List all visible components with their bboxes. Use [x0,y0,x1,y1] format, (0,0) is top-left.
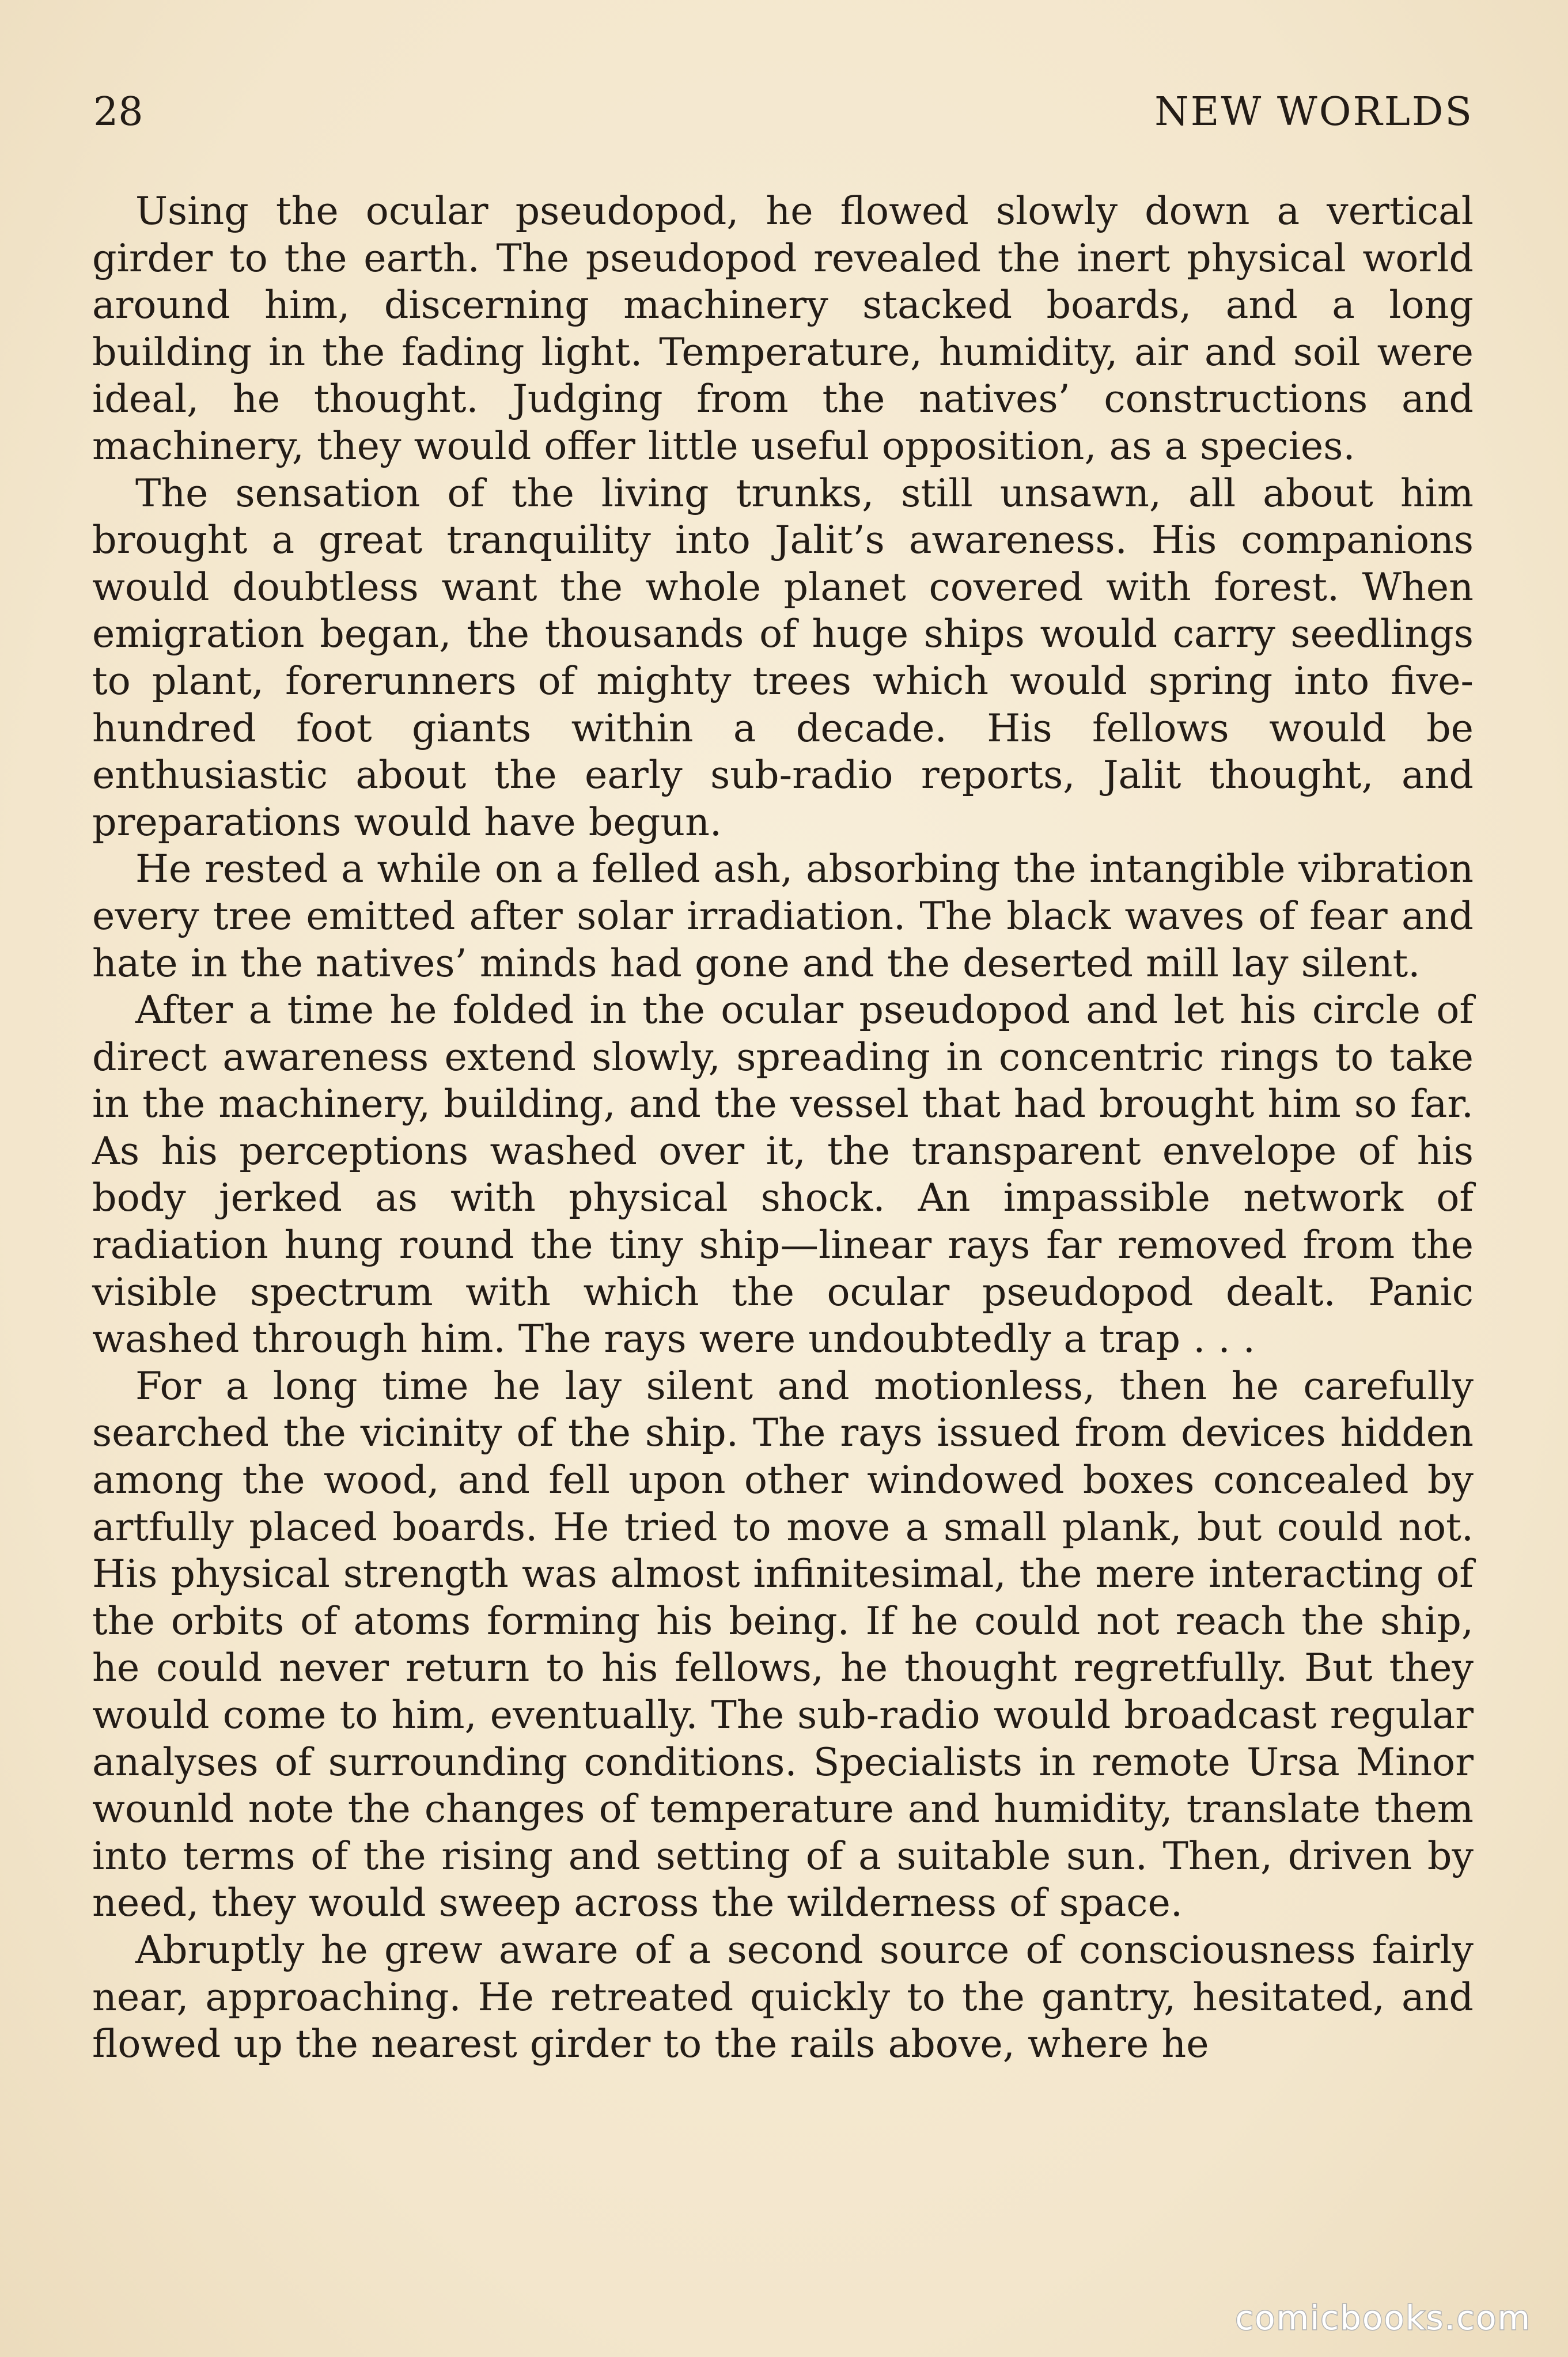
book-page [92,86,1474,2068]
paragraph-3: He rested a while on a felled ash, absorbing the intangible vibration every tree emitted after solar irradiation. The black waves of fear and hate in the natives’ minds had gone and the deserted mill lay silent. [92,846,1474,986]
paragraph-6: Abruptly he grew aware of a second source of consciousness fairly near, approaching. He retreated quickly to the gantry, hesitated, and flowed up the nearest girder to the rails above, where he [92,1927,1474,2067]
site-watermark: comicbooks.com [1235,2298,1531,2337]
paragraph-4: After a time he folded in the ocular pseudopod and let his circle of direct awareness extend slowly, spreading in concentric rings to take in the machinery, building, and the vessel that had brought him so far. As his perceptions washed over it, the transparent envelope of his body jerked as with physical shock. An impassible network of radiation hung round the tiny ship—linear rays far removed from the visible spectrum with which the ocular pseudopod dealt. Panic washed through him. The rays were undoubtedly a trap . . . [92,987,1474,1362]
running-header [92,86,1474,138]
page-number: 28 [93,89,143,135]
running-title: NEW WORLDS [1154,89,1474,135]
paragraph-1: Using the ocular pseudopod, he flowed slowly down a vertical girder to the earth. The pseudopod revealed the inert physical world around him, discerning machinery stacked boards, and a long building in the fading light. Temperature, humidity, air and soil were ideal, he thought. Judging from the natives’ constructions and machinery, they would offer little useful opposition, as a species. [92,188,1474,468]
body-text [92,188,1474,2068]
paragraph-2: The sensation of the living trunks, still unsawn, all about him brought a great tranquility into Jalit’s awareness. His companions would doubtless want the whole planet covered with forest. When emigration began, the thousands of huge ships would carry seedlings to plant, forerunners of mighty trees which would spring into five-hundred foot giants within a decade. His fellows would be enthusiastic about the early sub-radio reports, Jalit thought, and preparations would have begun. [92,470,1474,844]
paragraph-5: For a long time he lay silent and motionless, then he carefully searched the vicinity of the ship. The rays issued from devices hidden among the wood, and fell upon other windowed boxes concealed by artfully placed boards. He tried to move a small plank, but could not. His physical strength was almost infinitesimal, the mere interacting of the orbits of atoms forming his being. If he could not reach the ship, he could never return to his fellows, he thought regretfully. But they would come to him, eventually. The sub-radio would broadcast regular analyses of surrounding conditions. Specialists in remote Ursa Minor wounld note the changes of temperature and humidity, translate them into terms of the rising and setting of a suitable sun. Then, driven by need, they would sweep across the wilderness of space. [92,1363,1474,1926]
